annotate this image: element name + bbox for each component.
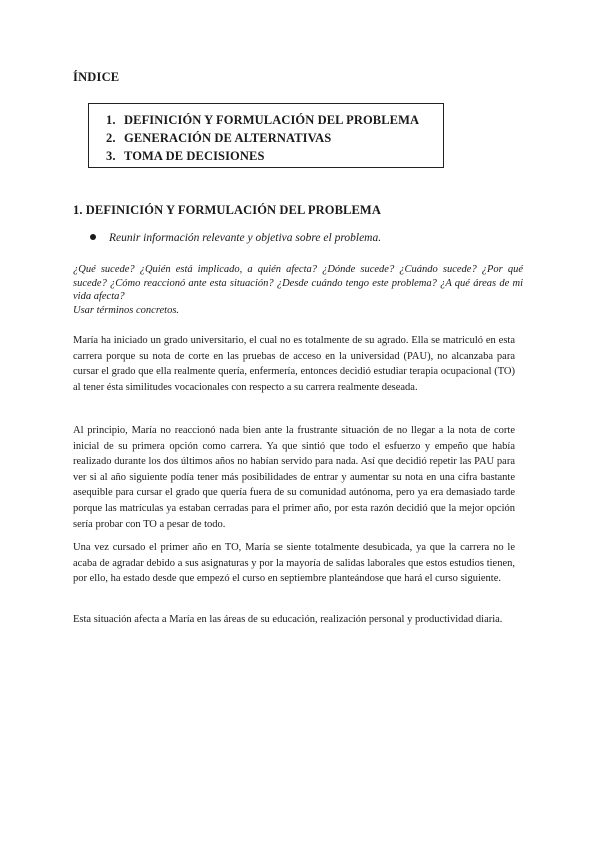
paragraph: Esta situación afecta a María en las áreas de su educación, realización personal y productividad diaria.	[73, 614, 503, 625]
table-of-contents	[88, 103, 444, 168]
index-title: ÍNDICE	[73, 70, 120, 84]
guiding-questions	[73, 263, 523, 317]
bullet-icon	[90, 234, 96, 240]
toc-item-label: TOMA DE DECISIONES	[124, 149, 265, 163]
paragraph: Una vez cursado el primer año en TO, María se siente totalmente desubicada, ya que la carrera no le acaba de agradar debido a sus asignaturas y por la mayoría de salidas laborales que estos estudios tienen, por ello, ha estado desde que empezó el curso en septiembre planteándose que hará el curso siguiente.	[73, 542, 515, 585]
toc-item-number: 1.	[106, 113, 116, 127]
paragraph: Al principio, María no reaccionó nada bien ante la frustrante situación de no llegar a la nota de corte inicial de su primera opción como carrera. Ya que sintió que todo el esfuerzo y empeño que había realizado durante los dos últimos años no habían servido para nada. Así que decidió repetir las PAU para ver si al año siguiente podía tener más posibilidades de entrar y aumentar su nota en una cifra bastante asequible para cursar el grado que quería fuera de su comunidad autónoma, pero ya era demasiado tarde porque las matrículas ya estaban cerradas para el primer año, por esta razón decidió que la mejor opción sería probar con TO a pesar de todo.	[73, 425, 515, 530]
toc-item	[106, 147, 443, 165]
paragraph: María ha iniciado un grado universitario, el cual no es totalmente de su agrado. Ella se matriculó en esta carrera porque su nota de corte en las pruebas de acceso en la universidad (PAU), no alcanzaba para cursar el grado que ella realmente quería, enfermería, entonces decidió estudiar terapia ocupacional (TO) al tener ésta similitudes vocacionales con respecto a su carrera realmente deseada.	[73, 335, 515, 393]
toc-item	[106, 111, 443, 129]
toc-item-label: DEFINICIÓN Y FORMULACIÓN DEL PROBLEMA	[124, 113, 420, 127]
toc-item	[106, 129, 443, 147]
section-heading: 1. DEFINICIÓN Y FORMULACIÓN DEL PROBLEMA	[73, 203, 381, 217]
bullet-point	[90, 232, 381, 244]
bullet-text: Reunir información relevante y objetiva sobre el problema.	[109, 232, 382, 244]
toc-item-number: 3.	[106, 149, 116, 163]
questions-note: Usar términos concretos.	[73, 304, 180, 316]
toc-item-label: GENERACIÓN DE ALTERNATIVAS	[124, 131, 332, 145]
toc-item-number: 2.	[106, 131, 116, 145]
questions-text: ¿Qué sucede? ¿Quién está implicado, a quién afecta? ¿Dónde sucede? ¿Cuándo sucede? ¿Por qué sucede? ¿Cómo reaccionó ante esta situación? ¿Desde cuándo tengo este problema? ¿A qué áreas de mi vida afecta?	[73, 264, 523, 302]
